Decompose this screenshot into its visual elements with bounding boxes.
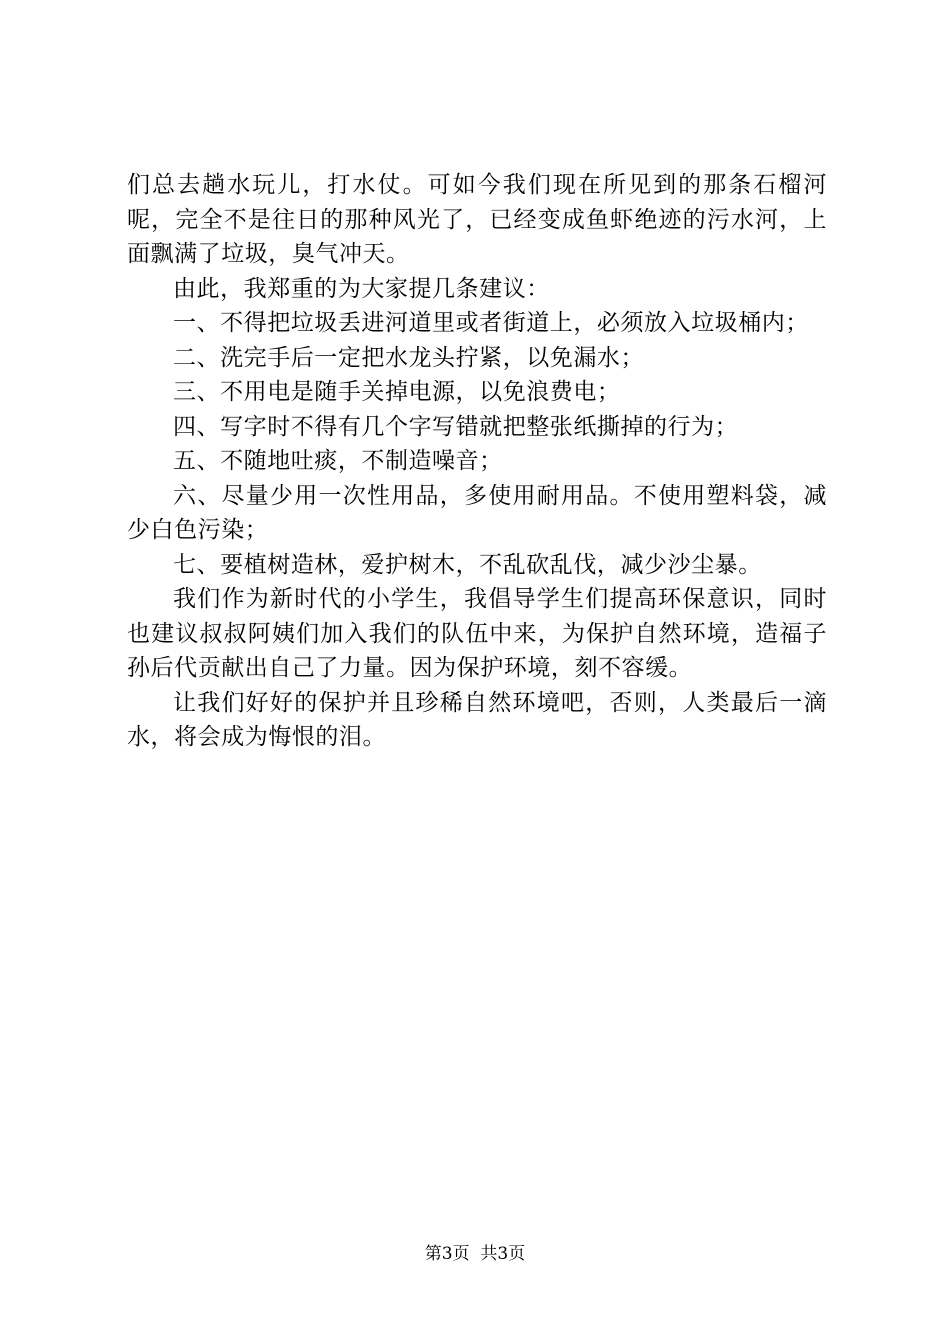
paragraph: 由此，我郑重的为大家提几条建议： [173, 275, 550, 302]
suggestion-item: 七、要植树造林，爱护树木，不乱砍乱伐，减少沙尘暴。 [173, 551, 762, 578]
paragraph: 我们作为新时代的小学生，我倡导学生们提高环保意识，同时也建议叔叔阿姨们加入我们的队伍中来，为保护自然环境，造福子孙后代贡献出自己了力量。因为保护环境，刻不容缓。 [127, 586, 827, 681]
suggestion-item: 六、尽量少用一次性用品，多使用耐用品。不使用塑料袋，减少白色污染； [127, 482, 827, 543]
page-number-label: 第3页 共3页 [424, 1244, 526, 1264]
document-body [127, 168, 827, 755]
suggestion-item: 一、不得把垃圾丢进河道里或者街道上，必须放入垃圾桶内； [173, 310, 809, 336]
page-footer [0, 1244, 950, 1264]
suggestion-item: 四、写字时不得有几个字写错就把整张纸撕掉的行为； [173, 413, 739, 440]
paragraph: 让我们好好的保护并且珍稀自然环境吧，否则，人类最后一滴水，将会成为悔恨的泪。 [127, 689, 827, 750]
suggestion-item: 五、不随地吐痰，不制造噪音； [173, 448, 503, 474]
paragraph: 们总去趟水玩儿，打水仗。可如今我们现在所见到的那条石榴河呢，完全不是往日的那种风光了，已经变成鱼虾绝迹的污水河，上面飘满了垃圾，臭气冲天。 [127, 172, 827, 267]
suggestion-item: 三、不用电是随手关掉电源，以免浪费电； [173, 379, 621, 405]
suggestion-item: 二、洗完手后一定把水龙头拧紧，以免漏水； [173, 344, 644, 371]
